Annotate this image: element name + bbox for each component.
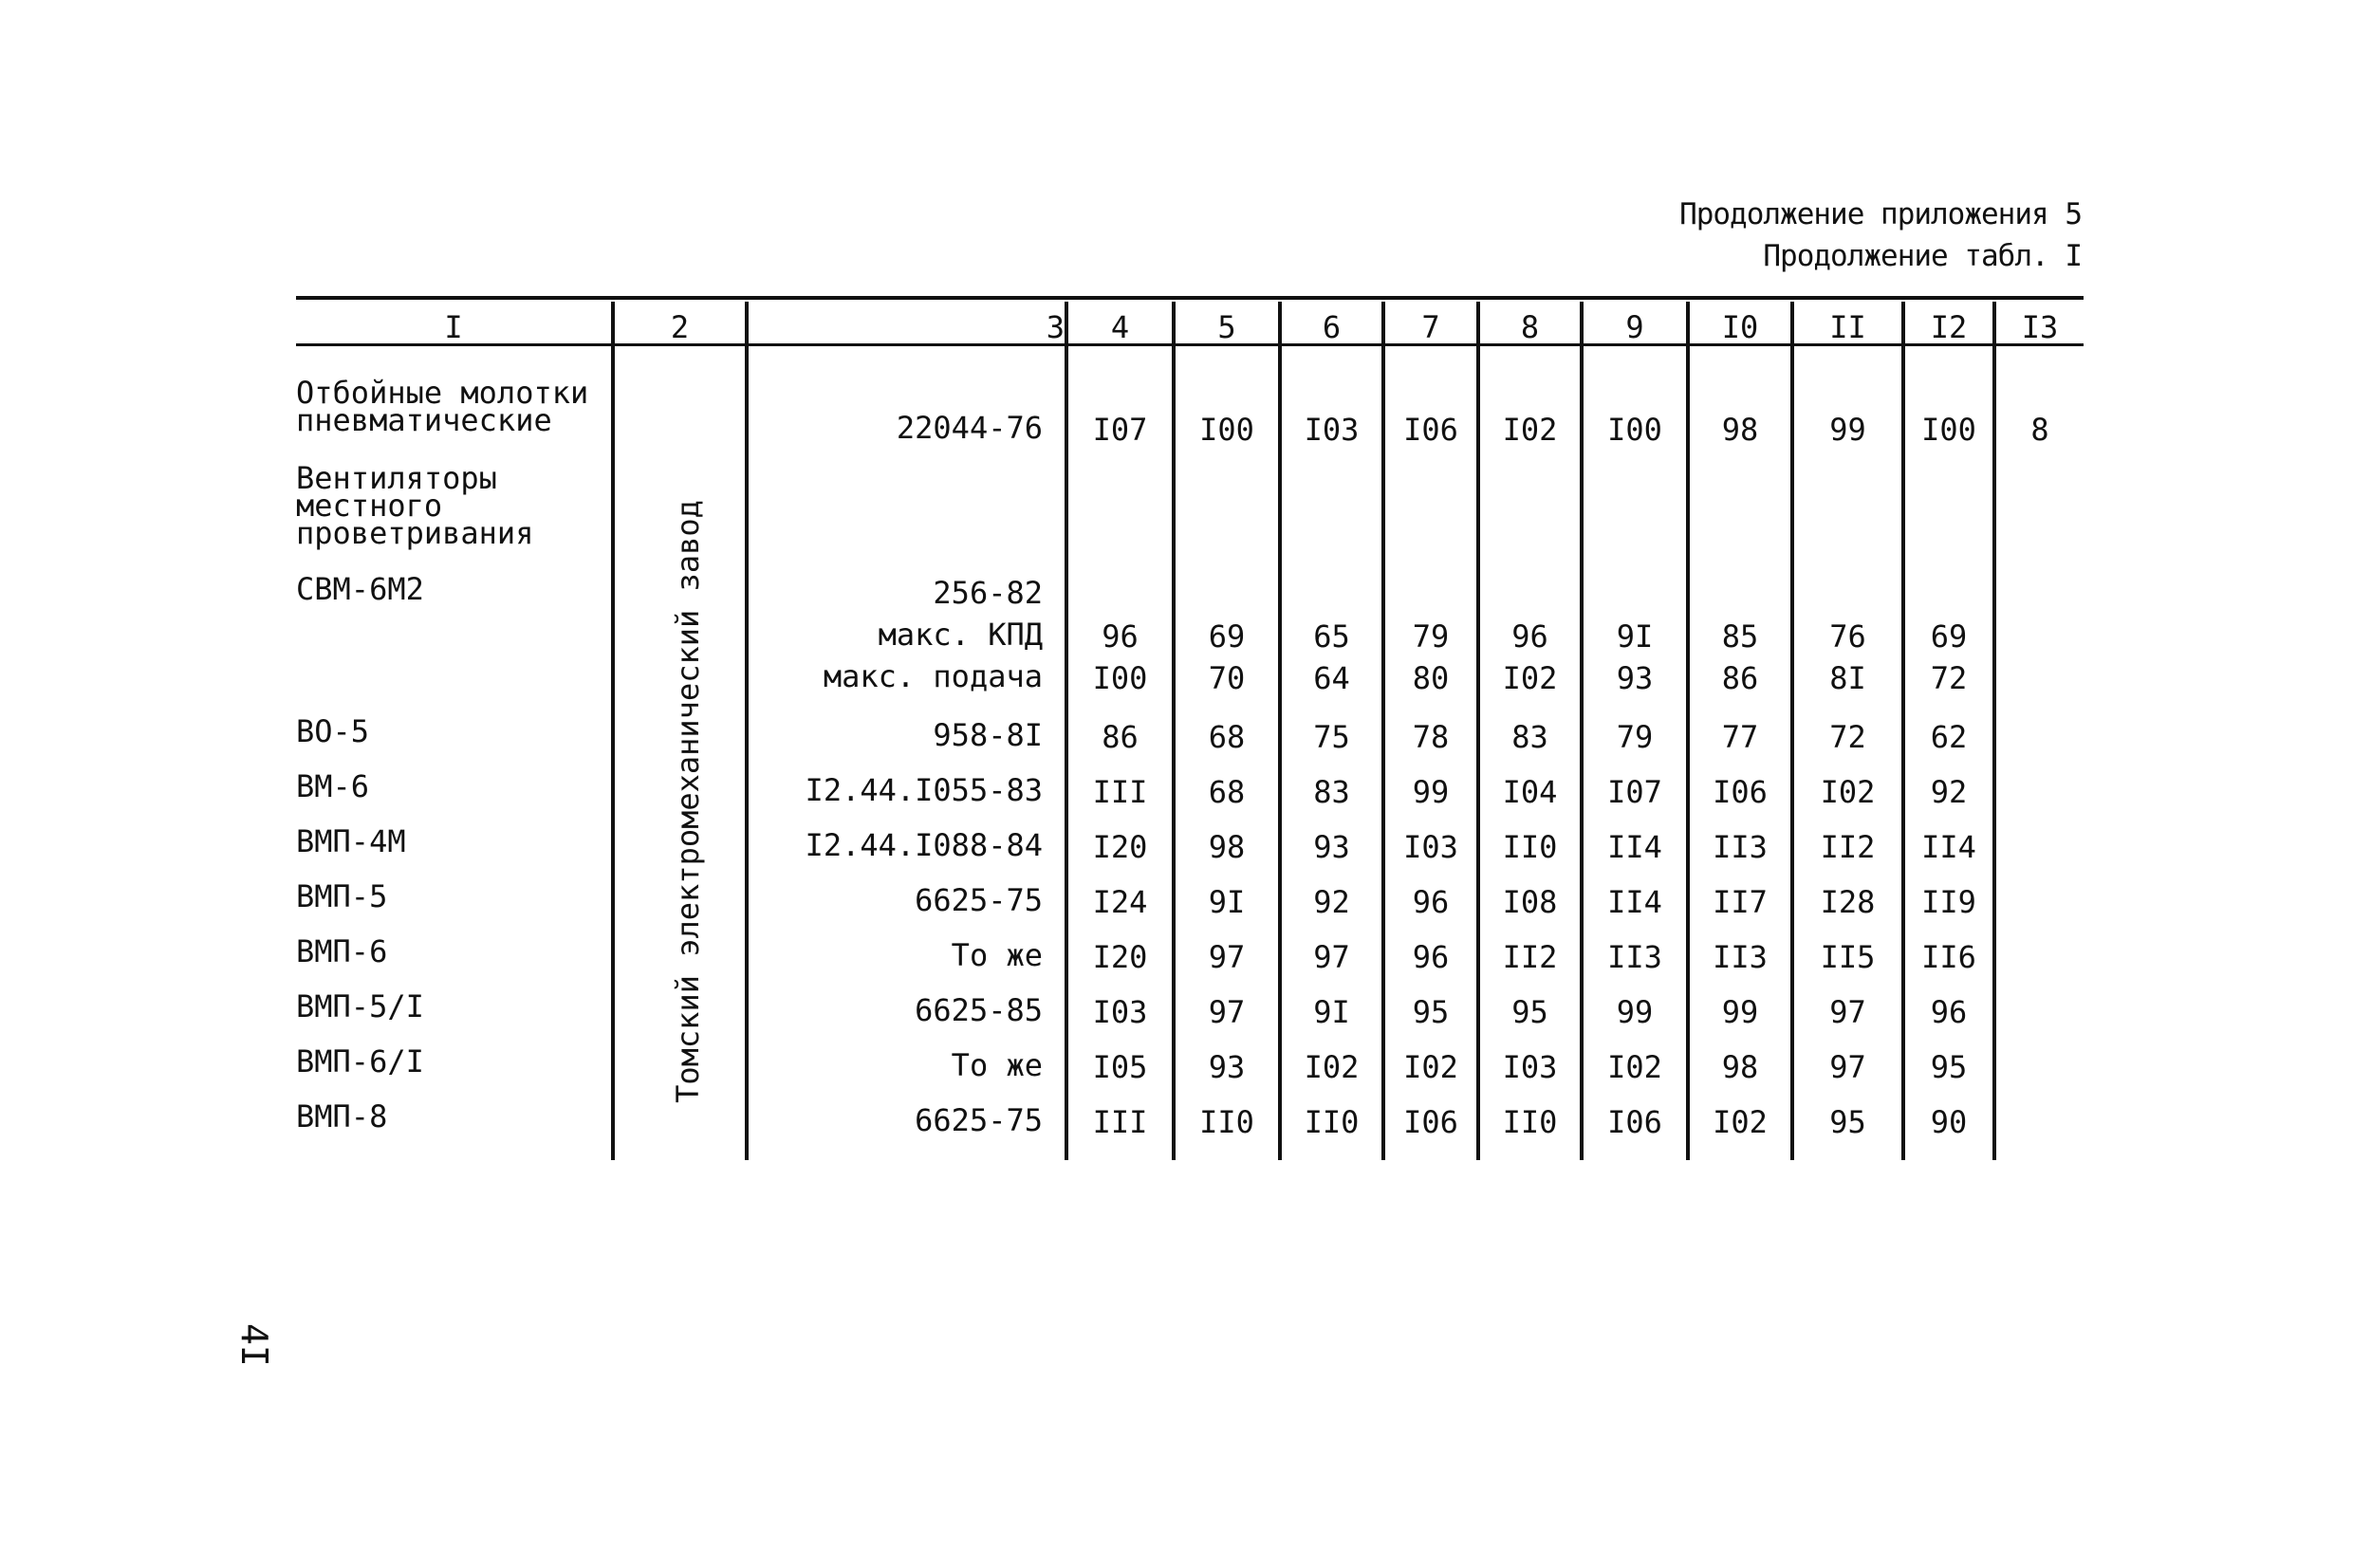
value-cell: II4 <box>1921 829 1976 865</box>
value-cell: 68 <box>1208 719 1246 755</box>
value-cell: 95 <box>1829 1104 1866 1140</box>
value-cell: I07 <box>1092 412 1148 448</box>
column-header: 7 <box>1421 309 1440 345</box>
value-cell: II3 <box>1607 939 1662 975</box>
standard-cell: I2.44.I088-84 <box>805 827 1043 863</box>
column-header: 5 <box>1217 309 1236 345</box>
column-header: 6 <box>1322 309 1342 345</box>
value-cell: 9I <box>1313 994 1350 1030</box>
value-cell: II9 <box>1921 884 1976 920</box>
column-header: 3 <box>1046 309 1065 345</box>
value-cell: 69 <box>1930 618 1968 655</box>
standard-cell: 6625-85 <box>915 992 1043 1028</box>
row-name: ВМП-5/I <box>296 988 424 1024</box>
value-cell: I06 <box>1403 1104 1458 1140</box>
value-cell: 75 <box>1313 719 1350 755</box>
value-cell: I02 <box>1607 1049 1662 1085</box>
value-cell: II4 <box>1607 884 1662 920</box>
value-cell: I04 <box>1502 774 1558 810</box>
value-cell: I06 <box>1403 412 1458 448</box>
row-name: Вентиляторы местного проветривания <box>296 460 534 551</box>
value-cell: 65 <box>1313 618 1350 655</box>
value-cell: I02 <box>1502 412 1558 448</box>
column-header: I0 <box>1721 309 1759 345</box>
value-cell: I06 <box>1713 774 1768 810</box>
value-cell: II5 <box>1820 939 1876 975</box>
value-cell: 99 <box>1616 994 1654 1030</box>
standard-cell: 958-8I <box>933 717 1043 753</box>
value-cell: 76 <box>1829 618 1866 655</box>
row-name: ВМП-6 <box>296 933 388 969</box>
value-cell: I20 <box>1092 939 1148 975</box>
row-name: ВМП-6/I <box>296 1043 424 1079</box>
value-cell: 92 <box>1930 774 1968 810</box>
value-cell: III <box>1092 1104 1148 1140</box>
value-cell: II2 <box>1820 829 1876 865</box>
value-cell: I08 <box>1502 884 1558 920</box>
value-cell: I02 <box>1502 660 1558 696</box>
value-cell: 95 <box>1930 1049 1968 1085</box>
page-number: 4I <box>233 1323 275 1367</box>
value-cell: I00 <box>1092 660 1148 696</box>
standard-cell: 6625-75 <box>915 1102 1043 1138</box>
value-cell: II6 <box>1921 939 1976 975</box>
value-cell: 86 <box>1721 660 1759 696</box>
standard-cell: 256-82 <box>933 575 1043 611</box>
value-cell: 85 <box>1721 618 1759 655</box>
value-cell: 97 <box>1313 939 1350 975</box>
value-cell: 79 <box>1412 618 1450 655</box>
sub-parameter: макс. подача <box>823 658 1043 694</box>
value-cell: II3 <box>1713 939 1768 975</box>
value-cell: 99 <box>1412 774 1450 810</box>
value-cell: 95 <box>1412 994 1450 1030</box>
value-cell: III <box>1092 774 1148 810</box>
value-cell: 93 <box>1208 1049 1246 1085</box>
row-name: ВМП-8 <box>296 1098 388 1134</box>
value-cell: II7 <box>1713 884 1768 920</box>
column-header: I3 <box>2021 309 2059 345</box>
value-cell: I02 <box>1820 774 1876 810</box>
value-cell: I03 <box>1092 994 1148 1030</box>
value-cell: II2 <box>1502 939 1558 975</box>
column-divider <box>611 302 615 1160</box>
value-cell: 83 <box>1511 719 1548 755</box>
value-cell: 92 <box>1313 884 1350 920</box>
column-header: 2 <box>670 309 690 345</box>
column-header: I <box>444 309 463 345</box>
value-cell: 97 <box>1208 939 1246 975</box>
standard-cell: 6625-75 <box>915 882 1043 918</box>
value-cell: 96 <box>1412 884 1450 920</box>
value-cell: 98 <box>1208 829 1246 865</box>
value-cell: II0 <box>1304 1104 1360 1140</box>
row-name: ВО-5 <box>296 713 370 749</box>
value-cell: I07 <box>1607 774 1662 810</box>
value-cell: I03 <box>1403 829 1458 865</box>
column-header: II <box>1829 309 1866 345</box>
value-cell: 97 <box>1829 1049 1866 1085</box>
column-header: I2 <box>1930 309 1968 345</box>
value-cell: 77 <box>1721 719 1759 755</box>
value-cell: II0 <box>1502 829 1558 865</box>
row-name: ВМ-6 <box>296 768 370 804</box>
value-cell: 93 <box>1313 829 1350 865</box>
value-cell: 90 <box>1930 1104 1968 1140</box>
value-cell: I00 <box>1607 412 1662 448</box>
value-cell: I03 <box>1502 1049 1558 1085</box>
value-cell: I02 <box>1403 1049 1458 1085</box>
standard-cell: То же <box>951 937 1043 973</box>
table-top-rule <box>296 296 2084 300</box>
value-cell: I05 <box>1092 1049 1148 1085</box>
value-cell: 8 <box>2030 412 2049 448</box>
value-cell: 80 <box>1412 660 1450 696</box>
value-cell: II4 <box>1607 829 1662 865</box>
value-cell: I28 <box>1820 884 1876 920</box>
value-cell: I24 <box>1092 884 1148 920</box>
value-cell: 96 <box>1511 618 1548 655</box>
value-cell: II0 <box>1502 1104 1558 1140</box>
standard-cell: I2.44.I055-83 <box>805 772 1043 808</box>
value-cell: I02 <box>1713 1104 1768 1140</box>
column-header: 9 <box>1625 309 1644 345</box>
column-header: 8 <box>1520 309 1540 345</box>
value-cell: 79 <box>1616 719 1654 755</box>
value-cell: 72 <box>1930 660 1968 696</box>
value-cell: I03 <box>1304 412 1360 448</box>
row-name: Отбойные молотки пневматические <box>296 375 589 438</box>
value-cell: 78 <box>1412 719 1450 755</box>
value-cell: I02 <box>1304 1049 1360 1085</box>
value-cell: I20 <box>1092 829 1148 865</box>
sub-parameter: макс. КПД <box>878 617 1043 653</box>
value-cell: 69 <box>1208 618 1246 655</box>
value-cell: 72 <box>1829 719 1866 755</box>
value-cell: 64 <box>1313 660 1350 696</box>
column-header: 4 <box>1110 309 1130 345</box>
value-cell: 9I <box>1616 618 1654 655</box>
standard-cell: То же <box>951 1047 1043 1083</box>
value-cell: 86 <box>1102 719 1139 755</box>
value-cell: 99 <box>1829 412 1866 448</box>
value-cell: II0 <box>1199 1104 1254 1140</box>
value-cell: 97 <box>1208 994 1246 1030</box>
value-cell: 98 <box>1721 1049 1759 1085</box>
value-cell: 68 <box>1208 774 1246 810</box>
value-cell: 8I <box>1829 660 1866 696</box>
row-name: ВМП-5 <box>296 878 388 914</box>
value-cell: II3 <box>1713 829 1768 865</box>
value-cell: 96 <box>1102 618 1139 655</box>
value-cell: 96 <box>1930 994 1968 1030</box>
value-cell: I06 <box>1607 1104 1662 1140</box>
value-cell: I00 <box>1921 412 1976 448</box>
row-name: ВМП-4М <box>296 823 406 859</box>
value-cell: 83 <box>1313 774 1350 810</box>
value-cell: 96 <box>1412 939 1450 975</box>
value-cell: 97 <box>1829 994 1866 1030</box>
value-cell: I00 <box>1199 412 1254 448</box>
value-cell: 62 <box>1930 719 1968 755</box>
value-cell: 95 <box>1511 994 1548 1030</box>
value-cell: 99 <box>1721 994 1759 1030</box>
appendix-continuation-caption: Продолжение приложения 5 <box>1679 197 2082 231</box>
table-continuation-caption: Продолжение табл. I <box>1763 239 2082 273</box>
value-cell: 93 <box>1616 660 1654 696</box>
value-cell: 9I <box>1208 884 1246 920</box>
row-name: СВМ-6М2 <box>296 571 424 607</box>
value-cell: 70 <box>1208 660 1246 696</box>
standard-cell: 22044-76 <box>896 410 1043 446</box>
manufacturer-label: Томский электромеханический завод <box>670 500 706 1103</box>
value-cell: 98 <box>1721 412 1759 448</box>
